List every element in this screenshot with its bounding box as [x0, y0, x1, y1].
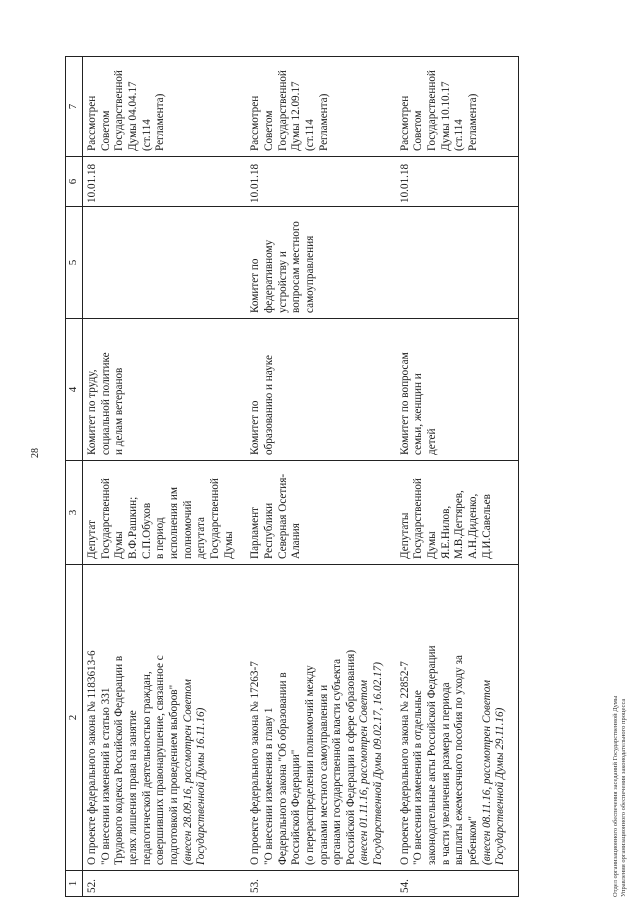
- committee-line: Комитет по труду,: [86, 369, 98, 455]
- description-line: "О внесении изменения в главу 1: [262, 707, 275, 865]
- author-line: Д.И.Савельев: [480, 494, 493, 559]
- description-line: Трудового кодекса Российской Федерации в: [113, 655, 126, 865]
- author-cell: [246, 461, 396, 565]
- description-line: "О внесении изменений в статью 331: [99, 687, 112, 865]
- committee-line: образованию и науке: [262, 355, 275, 455]
- date-cell: [83, 157, 247, 207]
- author-line: исполнения им: [167, 487, 180, 559]
- committee-line: социальной политике: [99, 352, 112, 455]
- status-line: Думы 12.09.17: [290, 81, 303, 151]
- committee-line: семьи, женщин и: [412, 373, 425, 455]
- table-row: [246, 57, 396, 897]
- status-line: Советом: [99, 110, 112, 151]
- note-line: (внесен 28.09.16, рассмотрен Советом: [181, 679, 194, 865]
- date: 10.01.18: [398, 163, 411, 203]
- committee-line: Комитет по: [249, 400, 262, 455]
- note-line: (внесен 01.11.16, рассмотрен Советом: [358, 679, 371, 865]
- description-line: Российской Федерации в сфере образования): [344, 649, 357, 865]
- status-cell: [83, 57, 247, 157]
- status-line: Рассмотрен: [249, 95, 262, 151]
- description-line: целях лишения права на занятие: [126, 710, 139, 865]
- table-row: [83, 57, 247, 897]
- column-header: 7: [66, 57, 83, 157]
- description-line: (о перераспределении полномочий между: [303, 665, 316, 865]
- author-line: Государственной: [99, 478, 112, 559]
- column-header: 6: [66, 157, 83, 207]
- co-committee-line: федеративному: [262, 239, 275, 313]
- status-line: Советом: [262, 110, 275, 151]
- note-line: Государственной Думы 29.11.16): [494, 707, 507, 865]
- description-line: ребенком": [467, 816, 480, 865]
- co-committee-cell: [83, 207, 247, 319]
- table-row: [396, 57, 519, 897]
- committee-cell: [83, 319, 247, 461]
- status-cell: [396, 57, 519, 157]
- status-line: Государственной: [426, 70, 439, 151]
- author-line: А.Н.Диденко,: [467, 493, 480, 559]
- status-line: Советом: [412, 110, 425, 151]
- description-line: подготовкой и проведением выборов": [167, 684, 180, 865]
- column-header: 5: [66, 207, 83, 319]
- author-line: Депутат: [86, 520, 98, 559]
- description-cell: [396, 565, 519, 871]
- date-cell: [396, 157, 519, 207]
- status-line: Рассмотрен: [86, 95, 98, 151]
- description-line: совершивших правонарушение, связанное с: [154, 655, 167, 865]
- co-committee-line: самоуправления: [303, 235, 316, 313]
- author-line: В.Ф.Рашкин;: [126, 496, 139, 559]
- page-number: 28: [30, 448, 41, 458]
- row-number: 52.: [86, 879, 98, 893]
- status-line: Государственной: [276, 70, 289, 151]
- column-header: 2: [66, 565, 83, 871]
- description-line: в части увеличения размера и периода: [439, 682, 452, 865]
- note-line: Государственной Думы 09.02.17, 16.02.17): [372, 662, 385, 865]
- description-line: законодательные акты Российской Федерации: [426, 645, 439, 865]
- description-cell: [83, 565, 247, 871]
- footer-line: Отдел организационного обеспечения заседаний Государственной Думы: [612, 695, 619, 897]
- date-cell: [246, 157, 396, 207]
- column-header: 3: [66, 461, 83, 565]
- status-line: (ст.114 Регламента): [453, 93, 480, 151]
- author-line: Северная Осетия-: [276, 473, 289, 559]
- note-line: (внесен 08.11.16, рассмотрен Советом: [480, 679, 493, 865]
- author-line: в период: [154, 517, 167, 559]
- author-line: Алания: [290, 523, 303, 559]
- table-body: [83, 57, 519, 897]
- author-line: Государственной: [412, 478, 425, 559]
- description-line: выплаты ежемесячного пособия по уходу за: [453, 654, 466, 865]
- author-line: С.П.Обухов: [140, 502, 153, 559]
- footer-line: Управления организационного обеспечения законодательного процесса: [620, 698, 628, 897]
- description-line: О проекте федерального закона № 17263-7: [249, 661, 262, 865]
- description-line: О проекте федерального закона № 1183613-6: [86, 650, 98, 865]
- co-committee-cell: [396, 207, 519, 319]
- author-line: Думы: [113, 531, 126, 559]
- author-line: Думы: [222, 531, 235, 559]
- author-line: Думы: [426, 531, 439, 559]
- status-line: Государственной: [113, 70, 126, 151]
- author-line: Я.Е.Нилов,: [439, 505, 452, 559]
- description-cell: [246, 565, 396, 871]
- co-committee-line: устройству и: [276, 251, 289, 313]
- author-line: Парламент: [249, 507, 262, 559]
- status-line: Думы 10.10.17: [439, 81, 452, 151]
- co-committee-cell: [246, 207, 396, 319]
- table-header-row: [66, 57, 83, 897]
- date: 10.01.18: [86, 163, 98, 203]
- committee-cell: [246, 319, 396, 461]
- description-line: Федерального закона "Об образовании в: [276, 672, 289, 865]
- author-line: М.В.Дегтярев,: [453, 490, 466, 559]
- row-number-cell: [246, 871, 396, 897]
- row-number-cell: [83, 871, 247, 897]
- row-number: 54.: [398, 879, 411, 893]
- status-line: (ст.114 Регламента): [303, 93, 330, 151]
- committee-line: и делам ветеранов: [113, 367, 126, 455]
- co-committee-line: вопросам местного: [290, 221, 303, 313]
- description-line: "О внесении изменений в отдельные: [412, 690, 425, 865]
- note-line: Государственной Думы 16.11.16): [195, 707, 208, 865]
- author-line: полномочий: [181, 500, 194, 559]
- author-line: Депутаты: [398, 512, 411, 559]
- column-header: 1: [66, 871, 83, 897]
- description-line: Российской Федерации": [290, 749, 303, 865]
- status-line: Рассмотрен: [398, 95, 411, 151]
- description-line: О проекте федерального закона № 22852-7: [398, 661, 411, 865]
- description-line: педагогической деятельностью граждан,: [140, 671, 153, 865]
- date: 10.01.18: [249, 163, 262, 203]
- row-number-cell: [396, 871, 519, 897]
- author-cell: [396, 461, 519, 565]
- author-line: Государственной: [208, 478, 221, 559]
- column-header: 4: [66, 319, 83, 461]
- status-line: Думы 04.04.17: [126, 81, 139, 151]
- committee-line: Комитет по вопросам: [398, 352, 411, 455]
- author-cell: [83, 461, 247, 565]
- committee-line: детей: [426, 428, 439, 455]
- committee-cell: [396, 319, 519, 461]
- author-line: депутата: [195, 517, 208, 559]
- description-line: органами местного самоуправления и: [317, 684, 330, 865]
- co-committee-line: Комитет по: [249, 258, 262, 313]
- status-cell: [246, 57, 396, 157]
- description-line: органами государственной власти субъекта: [331, 658, 344, 865]
- bills-table: [65, 56, 519, 897]
- row-number: 53.: [249, 879, 262, 893]
- footer: [612, 696, 628, 897]
- author-line: Республики: [262, 502, 275, 559]
- status-line: (ст.114 Регламента): [140, 93, 167, 151]
